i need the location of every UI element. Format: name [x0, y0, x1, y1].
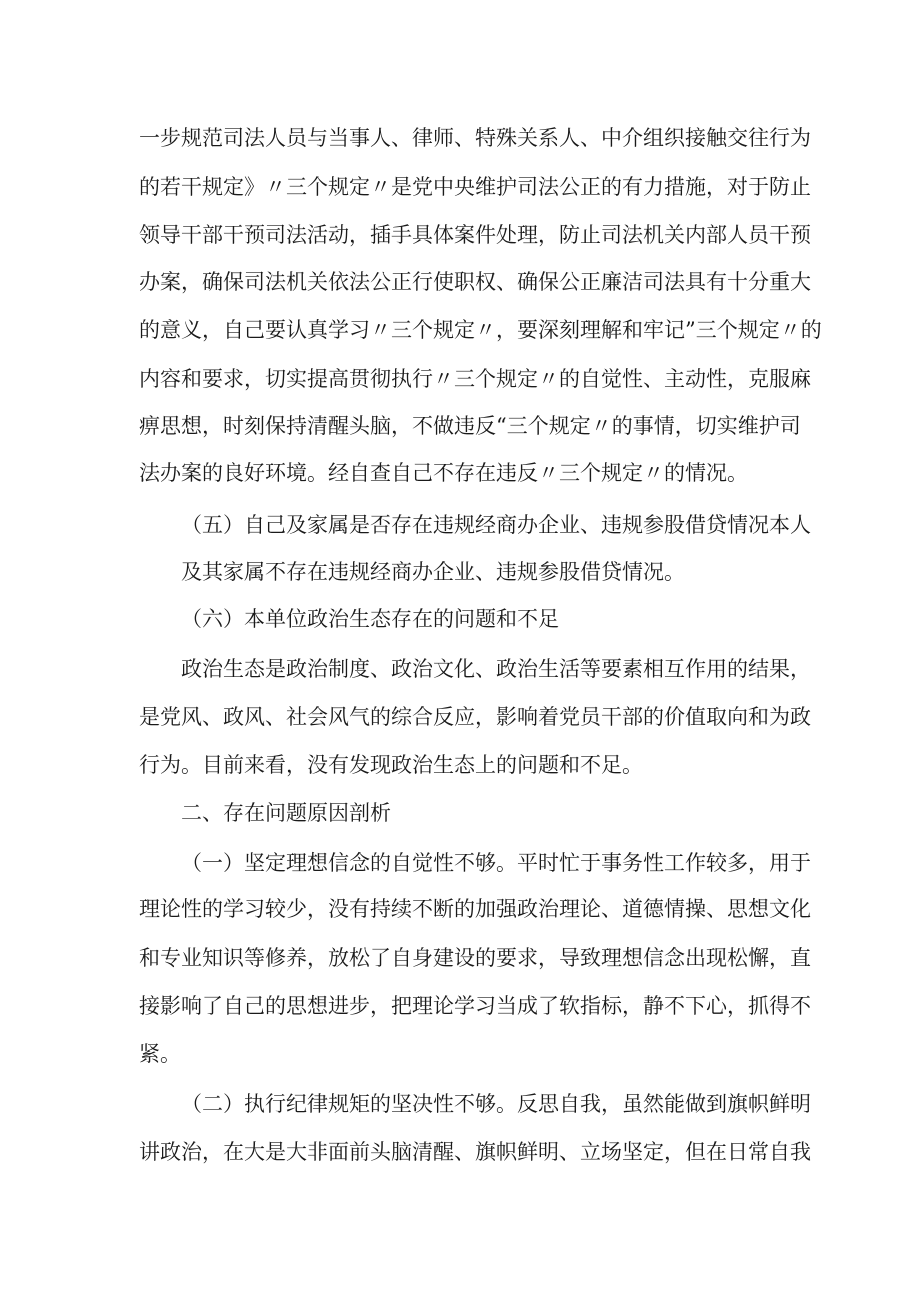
text-line: 的意义，自己要认真学习〃三个规定〃，要深刻理解和牢记”三个规定〃的	[139, 318, 822, 342]
text-line: 领导干部干预司法活动，插手具体案件处理，防止司法机关内部人员干预	[139, 223, 811, 247]
text-line: 政治生态是政治制度、政治文化、政治生活等要素相互作用的结果，	[181, 657, 811, 681]
text-line: 及其家属不存在违规经商办企业、违规参股借贷情况。	[181, 560, 685, 584]
text-line: 讲政治，在大是大非面前头脑清醒、旗帜鲜明、立场坚定，但在日常自我	[139, 1140, 811, 1164]
text-line: 是党风、政风、社会风气的综合反应，影响着党员干部的价值取向和为政	[139, 705, 811, 729]
text-line: 理论性的学习较少，没有持续不断的加强政治理论、道德情操、思想文化	[139, 897, 811, 921]
text-line: 的若干规定》〃三个规定〃是党中央维护司法公正的有力措施，对于防止	[139, 175, 811, 199]
text-line: 接影响了自己的思想进步，把理论学习当成了软指标，静不下心，抓得不	[139, 994, 811, 1018]
text-line: 痹思想，时刻保持清醒头脑，不做违反“三个规定〃的事情，切实维护司	[139, 414, 801, 438]
text-line: 一步规范司法人员与当事人、律师、特殊关系人、中介组织接触交往行为	[139, 126, 811, 150]
text-line: （一）坚定理想信念的自觉性不够。平时忙于事务性工作较多，用于	[181, 851, 811, 875]
subsection-heading: （六）本单位政治生态存在的问题和不足	[181, 607, 559, 631]
text-line: 行为。目前来看，没有发现政治生态上的问题和不足。	[139, 753, 643, 777]
text-line: 办案，确保司法机关依法公正行使职权、确保公正廉洁司法具有十分重大	[139, 270, 811, 294]
text-line: 紧。	[139, 1042, 181, 1066]
subsection-line: （五）自己及家属是否存在违规经商办企业、违规参股借贷情况本人	[181, 513, 811, 537]
section-heading: 二、存在问题原因剖析	[181, 801, 391, 825]
text-line: （二）执行纪律规矩的坚决性不够。反思自我，虽然能做到旗帜鲜明	[181, 1092, 811, 1116]
text-line: 法办案的良好环境。经自查自己不存在违反〃三个规定〃的情况。	[139, 461, 748, 485]
text-line: 和专业知识等修养，放松了自身建设的要求，导致理想信念出现松懈，直	[139, 946, 811, 970]
text-line: 内容和要求，切实提高贯彻执行〃三个规定〃的自觉性、主动性，克服麻	[139, 367, 811, 391]
